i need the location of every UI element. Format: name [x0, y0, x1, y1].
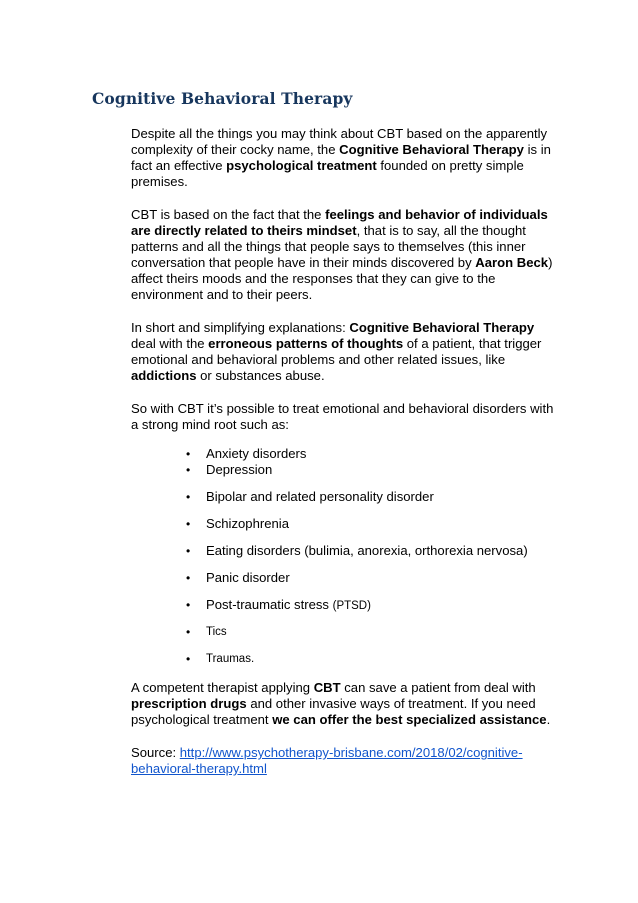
closing-bold-assistance: we can offer the best specialized assistance [272, 712, 547, 727]
list-item: • Post-traumatic stress (PTSD) [186, 597, 371, 612]
mindset-bold-beck: Aaron Beck [475, 255, 549, 270]
intro-paragraph [131, 126, 561, 190]
intro-bold-treatment: psychological treatment [226, 158, 377, 173]
bullet-icon: • [186, 571, 191, 585]
intro-text-3: founded on pretty simple premises. [131, 158, 524, 189]
summary-text-1: In short and simplifying explanations: [131, 320, 350, 335]
bullet-icon: • [186, 517, 191, 531]
closing-text-3: and other invasive ways of treatment. If you need psychological treatment [131, 696, 536, 727]
closing-text-1: A competent therapist applying [131, 680, 314, 695]
summary-bold-cbt: Cognitive Behavioral Therapy [349, 320, 535, 335]
mindset-text-3: ) affect theirs moods and the responses that they can give to the environment and to their peers. [131, 255, 553, 302]
bullet-icon: • [186, 625, 191, 639]
closing-bold-cbt: CBT [313, 680, 341, 695]
list-item: • Depression [186, 462, 273, 477]
list-item: • Tics [186, 625, 227, 639]
disorders-intro-paragraph: So with CBT it’s possible to treat emotional and behavioral disorders with a strong mind root such as: [131, 401, 554, 432]
list-item: • Traumas. [186, 652, 255, 666]
intro-text-2: is in fact an effective [131, 142, 551, 173]
bullet-icon: • [186, 490, 191, 504]
bullet-icon: • [186, 544, 191, 558]
summary-text-3: of a patient, that trigger emotional and behavioral problems and other related issues, like [131, 336, 542, 367]
summary-text-4: or substances abuse. [196, 368, 325, 383]
mindset-text-1: CBT is based on the fact that the [131, 207, 326, 222]
summary-bold-patterns: erroneous patterns of thoughts [208, 336, 404, 351]
conditions-list [131, 446, 561, 667]
list-item: • Schizophrenia [186, 516, 289, 531]
mindset-bold-feelings: feelings and behavior of individuals are directly related to theirs mindset [131, 207, 548, 238]
mindset-text-2: , that is to say, all the thought patterns and all the things that people says to themselves (this inner conversation that people have in their minds discovered by [131, 223, 526, 270]
bullet-icon: • [186, 598, 191, 612]
intro-text-1: Despite all the things you may think about CBT based on the apparently complexity of their cocky name, the [131, 126, 548, 157]
closing-text-4: . [546, 712, 551, 727]
closing-paragraph [131, 680, 561, 728]
article-body [131, 126, 561, 794]
bullet-icon: • [186, 447, 191, 461]
bullet-icon: • [186, 463, 191, 477]
source-paragraph [131, 745, 561, 777]
mindset-paragraph [131, 207, 561, 303]
page-title: Cognitive Behavioral Therapy [92, 89, 353, 108]
list-item: • Bipolar and related personality disorder [186, 489, 434, 504]
summary-paragraph [131, 320, 561, 384]
intro-bold-cbt: Cognitive Behavioral Therapy [339, 142, 524, 157]
summary-text-2: deal with the [131, 336, 209, 351]
summary-bold-addictions: addictions [131, 368, 197, 383]
list-item: • Panic disorder [186, 570, 290, 585]
source-label: Source: [131, 745, 180, 760]
list-item: • Eating disorders (bulimia, anorexia, orthorexia nervosa) [186, 543, 528, 558]
closing-text-2: can save a patient from deal with [340, 680, 536, 695]
list-item: • Anxiety disorders [186, 446, 307, 461]
source-link[interactable]: http://www.psychotherapy-brisbane.com/2018/02/cognitive- behavioral-therapy.html [131, 745, 523, 776]
closing-bold-drugs: prescription drugs [131, 696, 247, 711]
bullet-icon: • [186, 652, 191, 666]
ptsd-abbreviation: (PTSD) [332, 600, 371, 612]
